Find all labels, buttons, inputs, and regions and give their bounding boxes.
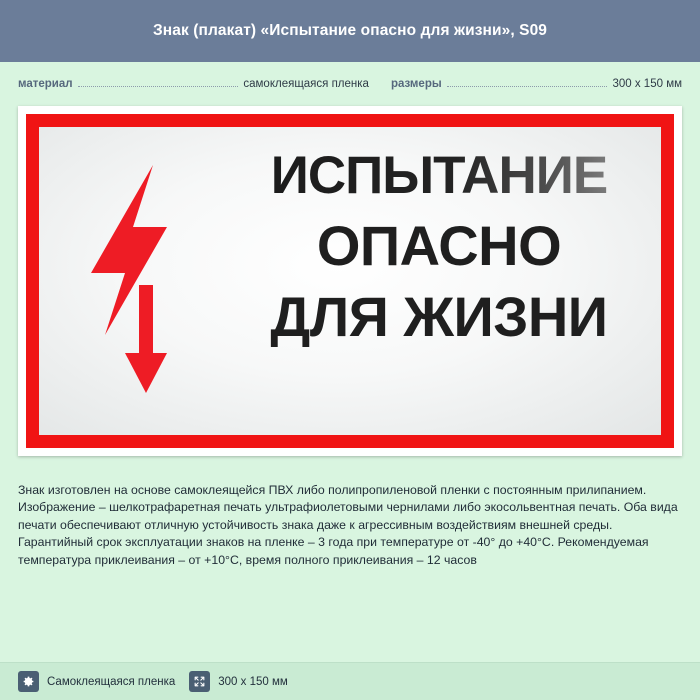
sign-inner-panel <box>26 114 674 448</box>
footer-size <box>189 671 288 692</box>
sign-line-2: ОПАСНО <box>316 214 562 278</box>
footer-material <box>18 671 175 692</box>
sign-image-container <box>0 102 700 456</box>
sign-image <box>18 106 682 456</box>
resize-arrows-icon <box>189 671 210 692</box>
spec-row <box>0 62 700 102</box>
page-header <box>0 0 700 62</box>
footer-size-label: 300 x 150 мм <box>218 675 288 688</box>
page-title: Знак (плакат) «Испытание опасно для жизни», S09 <box>152 22 548 39</box>
spec-material <box>18 78 369 90</box>
dot-leader <box>78 85 239 87</box>
footer-bar <box>0 662 700 700</box>
dot-leader <box>447 85 608 87</box>
sign-line-3: ДЛЯ ЖИЗНИ <box>270 284 608 348</box>
gear-icon <box>18 671 39 692</box>
footer-material-label: Самоклеящаяся пленка <box>47 675 176 688</box>
product-description: Знак изготовлен на основе самоклеящейся ПВХ либо полипропиленовой пленки с постоянным прилипанием. Изображение – шелкотрафаретная печать ультрафиолетовыми чернилами либо экосольвентная печать. Оба вида печати обеспечивают отличную устойчивость знака даже к агрессивным воздействиям внешней среды. Гарантийный срок эксплуатации знаков на пленке – 3 года при температуре от -40° до +40°С. Рекомендуемая температура приклеивания – от +10°С, время полного приклеивания – 12 часов <box>18 483 678 567</box>
lightning-bolt-icon <box>91 165 201 395</box>
spec-size-label: размеры <box>390 78 442 90</box>
spec-size-value: 300 x 150 мм <box>612 78 683 90</box>
spec-material-value: самоклеящаяся пленка <box>243 78 369 90</box>
spec-size <box>369 78 682 90</box>
sign-line-1: ИСПЫТАНИЕ <box>270 146 608 205</box>
spec-material-label: материал <box>18 78 73 90</box>
sign-text-block <box>229 146 649 423</box>
